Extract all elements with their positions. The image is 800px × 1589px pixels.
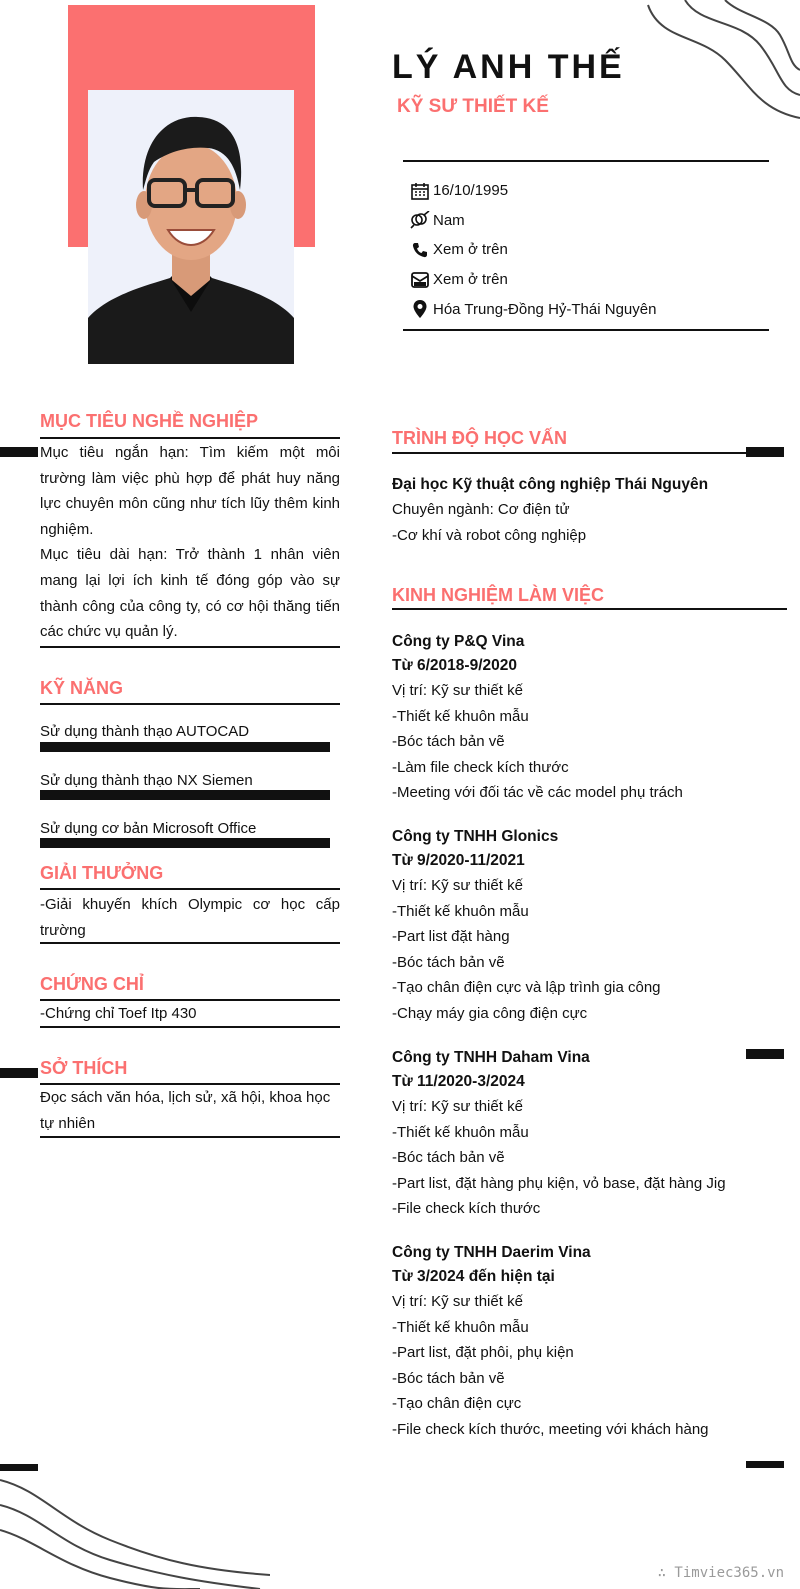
skill-label: Sử dụng thành thạo AUTOCAD: [40, 723, 250, 740]
job-line: -Tạo chân điện cực: [392, 1395, 522, 1413]
watermark: ∴ Timviec365.vn: [657, 1565, 784, 1581]
objective-rule-bottom: [40, 646, 340, 648]
job-period: Từ 3/2024 đến hiện tại: [392, 1268, 555, 1285]
job-entry: [392, 630, 787, 806]
job-line: -Tạo chân điện cực và lập trình gia công: [392, 979, 661, 997]
job-company: Công ty P&Q Vina: [392, 633, 525, 650]
job-line: -Bóc tách bản vẽ: [392, 953, 505, 971]
address-text: Hóa Trung-Đồng Hỷ-Thái Nguyên: [433, 300, 657, 318]
contact-gender: [403, 206, 769, 236]
job-line: -Bóc tách bản vẽ: [392, 1369, 505, 1387]
job-line: -Thiết kế khuôn mẫu: [392, 1318, 529, 1336]
job-line: Vị trí: Kỹ sư thiết kế: [392, 682, 523, 699]
candidate-title: KỸ SƯ THIẾT KẾ: [397, 96, 549, 117]
job-company: Công ty TNHH Glonics: [392, 828, 559, 845]
objective-heading: MỤC TIÊU NGHỀ NGHIỆP: [40, 411, 259, 431]
phone-icon: [409, 240, 431, 260]
education-body: [392, 473, 787, 548]
email-text: Xem ở trên: [433, 271, 508, 289]
skill-bar: [40, 790, 330, 800]
job-entry: [392, 1241, 787, 1443]
job-line: -Meeting với đối tác về các model phụ trách: [392, 784, 683, 802]
job-entry: [392, 825, 787, 1027]
experience-rule: [392, 608, 787, 610]
education-major: Chuyên ngành: Cơ điện tử: [392, 501, 570, 518]
calendar-icon: [409, 181, 431, 201]
job-line: -File check kích thước, meeting với khách hàng: [392, 1420, 709, 1438]
hobbies-text: Đọc sách văn hóa, lịch sử, xã hội, khoa học tự nhiên: [40, 1089, 331, 1132]
decorative-swirl-bottom-left: [0, 1470, 270, 1589]
objective-rule-top: [40, 437, 340, 439]
education-school: Đại học Kỹ thuật công nghiệp Thái Nguyên: [392, 476, 709, 493]
contact-email: [403, 265, 769, 295]
hobbies-rule-bottom: [40, 1136, 340, 1138]
candidate-name: LÝ ANH THẾ: [392, 48, 625, 86]
hobbies-heading: SỞ THÍCH: [40, 1058, 128, 1078]
job-line: Vị trí: Kỹ sư thiết kế: [392, 1293, 523, 1310]
job-line: -Làm file check kích thước: [392, 758, 569, 776]
awards-text: -Giải khuyến khích Olympic cơ học cấp trường: [40, 896, 340, 939]
contact-birthday: [403, 176, 769, 206]
skill-bar: [40, 838, 330, 848]
skills-heading: KỸ NĂNG: [40, 678, 124, 698]
gender-text: Nam: [433, 211, 465, 229]
job-line: -File check kích thước: [392, 1200, 541, 1218]
edge-tab: [0, 1068, 38, 1078]
certificates-rule-bottom: [40, 1026, 340, 1028]
edge-tab: [0, 1464, 38, 1471]
job-entry: [392, 1046, 787, 1222]
certificates-text: -Chứng chỉ Toef Itp 430: [40, 1005, 197, 1022]
job-line: Vị trí: Kỹ sư thiết kế: [392, 877, 523, 894]
certificates-heading: CHỨNG CHỈ: [40, 974, 144, 994]
education-detail: -Cơ khí và robot công nghiệp: [392, 526, 587, 544]
phone-text: Xem ở trên: [433, 241, 508, 259]
awards-rule-top: [40, 888, 340, 890]
contact-info: [403, 160, 769, 331]
job-period: Từ 6/2018-9/2020: [392, 657, 517, 674]
edge-tab: [746, 1461, 784, 1468]
profile-photo: [88, 90, 294, 364]
job-line: -Chạy máy gia công điện cực: [392, 1004, 588, 1022]
job-line: -Bóc tách bản vẽ: [392, 733, 505, 751]
job-company: Công ty TNHH Daerim Vina: [392, 1244, 591, 1261]
edge-tab: [0, 447, 38, 457]
job-line: -Bóc tách bản vẽ: [392, 1149, 505, 1167]
decorative-swirl-top-right: [630, 0, 800, 130]
job-line: -Part list, đặt hàng phụ kiện, vỏ base, đặt hàng Jig: [392, 1174, 726, 1192]
objective-body: [40, 440, 340, 645]
envelope-icon: [409, 270, 431, 290]
awards-heading: GIẢI THƯỞNG: [40, 863, 164, 883]
objective-short-term: Mục tiêu ngắn hạn: Tìm kiếm một môi trường làm việc phù hợp để phát huy năng lực chuyên môn cũng như tích lũy thêm kinh nghiệm.: [40, 444, 340, 538]
job-line: -Thiết kế khuôn mẫu: [392, 902, 529, 920]
education-rule: [392, 452, 747, 454]
job-line: -Part list đặt hàng: [392, 928, 510, 946]
job-line: Vị trí: Kỹ sư thiết kế: [392, 1098, 523, 1115]
job-line: -Thiết kế khuôn mẫu: [392, 707, 529, 725]
education-heading: TRÌNH ĐỘ HỌC VẤN: [392, 428, 567, 448]
skill-bar: [40, 742, 330, 752]
birthday-text: 16/10/1995: [433, 182, 509, 200]
contact-phone: [403, 235, 769, 265]
map-pin-icon: [409, 299, 431, 319]
job-line: -Part list, đặt phôi, phụ kiện: [392, 1344, 574, 1362]
skill-label: Sử dụng thành thạo NX Siemen: [40, 772, 253, 789]
skills-rule: [40, 703, 340, 705]
job-period: Từ 11/2020-3/2024: [392, 1073, 525, 1090]
gender-icon: [409, 210, 431, 230]
contact-address: [403, 294, 769, 324]
objective-long-term: Mục tiêu dài hạn: Trở thành 1 nhân viên mang lại lợi ích kinh tế đóng góp vào sự thành công của công ty, có cơ hội thăng tiến các chức vụ quản lý.: [40, 546, 340, 641]
awards-rule-bottom: [40, 942, 340, 944]
job-period: Từ 9/2020-11/2021: [392, 852, 525, 869]
experience-heading: KINH NGHIỆM LÀM VIỆC: [392, 585, 605, 605]
job-line: -Thiết kế khuôn mẫu: [392, 1123, 529, 1141]
job-company: Công ty TNHH Daham Vina: [392, 1049, 590, 1066]
skill-label: Sử dụng cơ bản Microsoft Office: [40, 820, 257, 837]
